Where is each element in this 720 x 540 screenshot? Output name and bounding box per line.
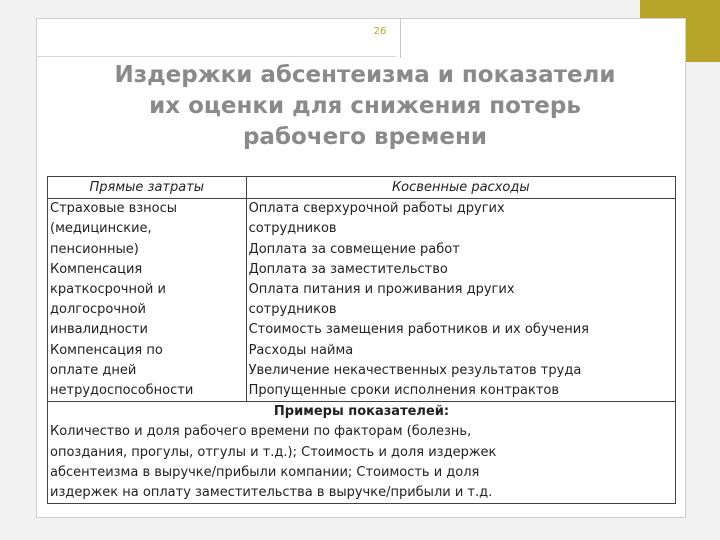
indirect-costs-cell [246, 199, 675, 402]
list-item: долгосрочной [50, 302, 146, 318]
title-line: Издержки абсентеизма и показатели [114, 62, 616, 88]
list-item: оплате дней [50, 362, 137, 378]
list-item: Страховые взносы [50, 201, 178, 217]
list-item: Расходы найма [248, 342, 354, 358]
slide-title [70, 60, 660, 153]
header-direct-costs: Прямые затраты [48, 177, 247, 199]
example-line: Количество и доля рабочего времени по факторам (болезнь, [50, 424, 472, 440]
list-item: Компенсация [50, 261, 143, 277]
header-indirect-costs: Косвенные расходы [246, 177, 675, 199]
example-line: абсентеизма в выручке/прибыли компании; Стоимость и доля [50, 464, 480, 480]
vertical-divider [400, 18, 401, 58]
list-item: Доплата за заместительство [248, 261, 448, 277]
list-item: Пропущенные сроки исполнения контрактов [248, 383, 560, 399]
list-item: сотрудников [248, 221, 337, 237]
list-item: нетрудоспособности [50, 383, 194, 399]
costs-table [47, 176, 676, 504]
title-line: их оценки для снижения потерь [149, 93, 581, 119]
costs-table-wrap [47, 176, 676, 504]
table-header-row [48, 177, 676, 199]
list-item: инвалидности [50, 322, 148, 338]
page-number: 26 [373, 26, 387, 37]
example-line: издержек на оплату заместительства в выручке/прибыли и т.д. [50, 485, 493, 501]
direct-costs-cell [48, 199, 247, 402]
top-band [0, 0, 720, 18]
list-item: сотрудников [248, 302, 337, 318]
examples-row [48, 402, 676, 504]
list-item: Компенсация по [50, 342, 163, 358]
list-item: Оплата сверхурочной работы других [248, 201, 505, 217]
list-item: Оплата питания и проживания других [248, 282, 515, 298]
list-item: пенсионные) [50, 241, 139, 257]
list-item: Доплата за совмещение работ [248, 241, 460, 257]
list-item: краткосрочной и [50, 282, 166, 298]
horizontal-divider [36, 56, 396, 57]
examples-heading: Примеры показателей: [273, 404, 450, 420]
list-item: (медицинские, [50, 221, 152, 237]
examples-cell [48, 402, 676, 504]
example-line: опоздания, прогулы, отгулы и т.д.); Стоимость и доля издержек [50, 444, 497, 460]
list-item: Стоимость замещения работников и их обучения [248, 322, 589, 338]
table-row [48, 199, 676, 402]
title-line: рабочего времени [242, 124, 488, 150]
list-item: Увеличение некачественных результатов труда [248, 362, 582, 378]
